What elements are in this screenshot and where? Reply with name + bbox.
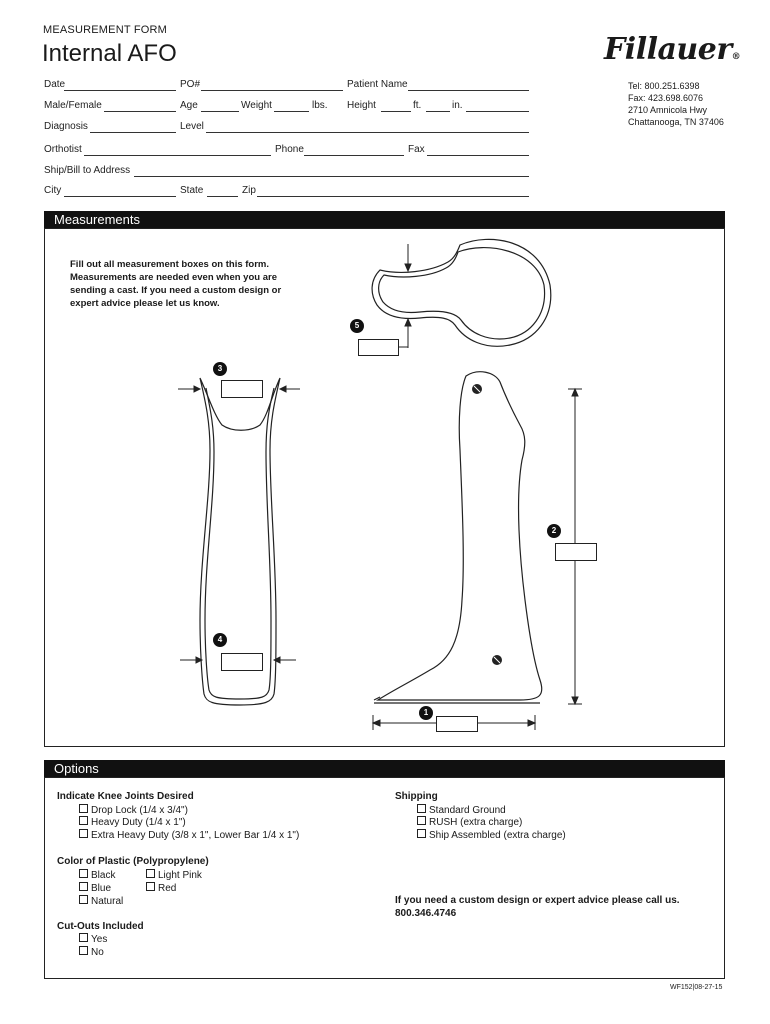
- age-label: Age: [180, 100, 198, 111]
- checkbox[interactable]: [79, 895, 88, 904]
- form-type-label: MEASUREMENT FORM: [43, 24, 168, 36]
- measurements-header: Measurements: [44, 211, 725, 228]
- joint-screws: [472, 384, 502, 665]
- patient-name-label: Patient Name: [347, 79, 408, 90]
- instruction-line: sending a cast. If you need a custom design or: [70, 285, 282, 296]
- checkbox[interactable]: [79, 829, 88, 838]
- phone-label: Phone: [275, 144, 304, 155]
- ft-label: ft.: [413, 100, 422, 111]
- option-label: Extra Heavy Duty (3/8 x 1", Lower Bar 1/4 x 1"): [91, 830, 300, 841]
- foot-top-view-drawing: [372, 239, 551, 346]
- checkbox[interactable]: [79, 816, 88, 825]
- shipping-option-rush[interactable]: [417, 816, 522, 828]
- level-label: Level: [180, 121, 204, 132]
- checkbox[interactable]: [79, 804, 88, 813]
- advice-text: If you need a custom design or expert advice please call us.: [395, 895, 680, 906]
- marker-1: 1: [419, 706, 433, 720]
- contact-tel: Tel: 800.251.6398: [628, 81, 700, 91]
- date-label: Date: [44, 79, 66, 90]
- form-code: WF152|08-27-15: [670, 984, 723, 991]
- shipping-heading: Shipping: [395, 791, 438, 802]
- ship-bill-label: Ship/Bill to Address: [44, 165, 131, 176]
- marker-5: 5: [350, 319, 364, 333]
- contact-street: 2710 Amnicola Hwy: [628, 105, 708, 115]
- marker-3: 3: [213, 362, 227, 376]
- shipping-option-assembled[interactable]: [417, 829, 566, 841]
- cutouts-option-yes[interactable]: [79, 933, 107, 945]
- checkbox[interactable]: [417, 804, 426, 813]
- color-option-blue[interactable]: [79, 882, 111, 894]
- instruction-line: Measurements are needed even when you are: [70, 272, 277, 283]
- marker-2: 2: [547, 524, 561, 538]
- diagnosis-label: Diagnosis: [44, 121, 88, 132]
- logo-registered-mark: ®: [731, 52, 741, 62]
- option-label: Standard Ground: [429, 805, 506, 816]
- state-label: State: [180, 185, 204, 196]
- cutouts-heading: Cut-Outs Included: [57, 921, 144, 932]
- po-label: PO#: [180, 79, 201, 90]
- color-option-black[interactable]: [79, 869, 115, 881]
- fax-label: Fax: [408, 144, 425, 155]
- checkbox[interactable]: [417, 829, 426, 838]
- option-label: Light Pink: [158, 870, 202, 881]
- knee-option-drop-lock[interactable]: [79, 804, 188, 816]
- in-label: in.: [452, 100, 463, 111]
- advice-phone: 800.346.4746: [395, 908, 457, 919]
- checkbox[interactable]: [146, 882, 155, 891]
- instruction-line: Fill out all measurement boxes on this form.: [70, 259, 270, 270]
- city-label: City: [44, 185, 62, 196]
- option-label: Black: [91, 870, 116, 881]
- checkbox[interactable]: [79, 946, 88, 955]
- male-female-label: Male/Female: [44, 100, 102, 111]
- checkbox[interactable]: [146, 869, 155, 878]
- height-label: Height: [347, 100, 376, 111]
- option-label: Ship Assembled (extra charge): [429, 830, 566, 841]
- color-option-light-pink[interactable]: [146, 869, 202, 881]
- option-label: Yes: [91, 934, 108, 945]
- checkbox[interactable]: [79, 933, 88, 942]
- afo-side-view-drawing: [374, 372, 542, 703]
- measurement-box-5[interactable]: [358, 339, 399, 356]
- knee-option-heavy-duty[interactable]: [79, 816, 186, 828]
- measurement-box-2[interactable]: [555, 543, 597, 561]
- option-label: Blue: [91, 883, 112, 894]
- zip-label: Zip: [242, 185, 256, 196]
- checkbox[interactable]: [79, 869, 88, 878]
- option-label: Heavy Duty (1/4 x 1"): [91, 817, 186, 828]
- lbs-label: lbs.: [312, 100, 328, 111]
- options-header: Options: [44, 760, 725, 777]
- instruction-line: expert advice please let us know.: [70, 298, 220, 309]
- cutouts-option-no[interactable]: [79, 946, 104, 958]
- marker-4: 4: [213, 633, 227, 647]
- knee-option-extra-heavy-duty[interactable]: [79, 829, 299, 841]
- measurement-box-4[interactable]: [221, 653, 263, 671]
- measurement-box-3[interactable]: [221, 380, 263, 398]
- option-label: Red: [158, 883, 177, 894]
- measurement-box-1[interactable]: [436, 716, 478, 732]
- contact-city: Chattanooga, TN 37406: [628, 117, 724, 127]
- option-label: No: [91, 947, 104, 958]
- knee-joints-heading: Indicate Knee Joints Desired: [57, 791, 194, 802]
- orthotist-label: Orthotist: [44, 144, 82, 155]
- checkbox[interactable]: [79, 882, 88, 891]
- page-title: Internal AFO: [42, 40, 177, 67]
- weight-label: Weight: [241, 100, 272, 111]
- logo-text: Fillauer: [604, 32, 732, 67]
- color-option-red[interactable]: [146, 882, 176, 894]
- option-label: RUSH (extra charge): [429, 817, 523, 828]
- plastic-color-heading: Color of Plastic (Polypropylene): [57, 856, 209, 867]
- option-label: Natural: [91, 896, 124, 907]
- color-option-natural[interactable]: [79, 895, 123, 907]
- option-label: Drop Lock (1/4 x 3/4"): [91, 805, 188, 816]
- contact-fax: Fax: 423.698.6076: [628, 93, 704, 103]
- checkbox[interactable]: [417, 816, 426, 825]
- shipping-option-standard[interactable]: [417, 804, 506, 816]
